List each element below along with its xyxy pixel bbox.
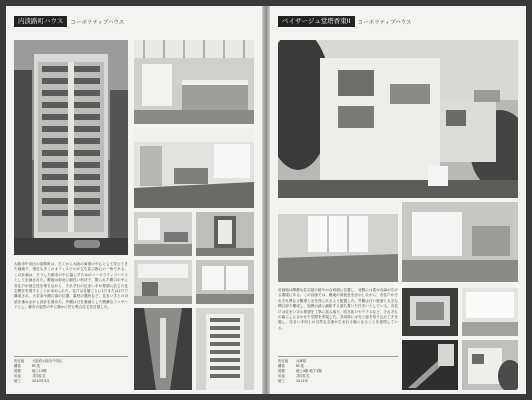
living-room-photo (134, 128, 254, 208)
spec-row: 用途 共同住宅 (14, 374, 46, 378)
window-room-photo (196, 260, 254, 304)
book-spine (262, 6, 270, 394)
spec-row: 規模 地上13階 (14, 369, 47, 373)
spec-row: 竣工 2010年3月 (14, 379, 50, 383)
tower-exterior-photo (14, 40, 128, 255)
room-view-photo (402, 202, 518, 282)
kitchen-interior-photo (134, 40, 254, 124)
left-page (6, 6, 262, 394)
tower-facade-photo (196, 308, 254, 390)
bright-room-photo (462, 288, 518, 336)
right-page-title: ベイサージュ堂塔香東II (278, 16, 355, 27)
hallway-photo (196, 212, 254, 256)
right-page-body-text: 計画地は閑静な住宅地の緩やかな斜面に位置し、北側には豊かな緑が広がる環境にある。この計画では、敷地の高低差を活かしながら、各住戸がそれぞれ異なる眺望と光を得られるよう配置した。外観は白い壁面と大きな開口部で構成し、周囲の緑と調和する落ち着いた佇まいとしている。各住戸は住まい手の要望を丁寧に汲み取り、吹き抜けやテラスなど、それぞれの暮らしに合わせた空間を実現した。共用部には光と風を取り込む工夫を施し、住まい手同士の自然な交流が生まれる場となることを意図している。 (278, 288, 398, 330)
right-page-header (278, 16, 412, 27)
corridor-photo (134, 308, 192, 390)
spec-row: 構造 RC造 (278, 364, 304, 368)
stair-photo (402, 340, 458, 390)
spec-row: 所在地 大阪府大阪市中央区 (14, 359, 63, 363)
spec-row: 竣工 2011年 (278, 379, 309, 383)
left-specs-divider (14, 356, 128, 357)
spec-row: 所在地 兵庫県 (278, 359, 307, 363)
left-page-body-text: 大阪市中央区の淡路町は、古くから大阪の商業の中心として栄えてきた地域で、現在も多くのオフィスビルが立ち並ぶ都心の一角である。この計画は、そうした都市の中に暮らすためのコーポラティブハウスとして企画された。敷地は南北に細長い形状で、限られた間口の中に各住戸が独立性を保ちながら、それぞれの住まい手の要望に応じた住空間を実現することが求められた。住戸は各層ごとに1戸または2戸で構成され、天井高や開口部の位置、素材の選択など、住まい手との対話を重ねながら設計を進めた。外観は白を基調とした簡潔なファサードとし、都市の風景の中に静かに佇む集合住宅を目指した。 (14, 262, 128, 310)
left-page-header (14, 16, 124, 27)
left-page-title: 内淡路町ハウス (14, 16, 67, 27)
house-exterior-photo (278, 40, 518, 198)
bedroom-photo (134, 260, 192, 304)
dining-room-photo (134, 212, 192, 256)
right-specs-divider (278, 356, 398, 357)
spec-row: 構造 RC造 (14, 364, 40, 368)
left-page-subtitle: コーポラティブハウス (70, 19, 125, 26)
left-page-specs (14, 359, 128, 384)
right-page-specs (278, 359, 398, 384)
spec-row: 規模 地上4階 地下1階 (278, 369, 322, 373)
right-page (270, 6, 526, 394)
terrace-photo (402, 288, 458, 336)
garden-facade-photo (462, 340, 518, 390)
open-living-photo (278, 202, 398, 282)
spec-row: 用途 共同住宅 (278, 374, 310, 378)
right-page-subtitle: コーポラティブハウス (357, 19, 412, 26)
